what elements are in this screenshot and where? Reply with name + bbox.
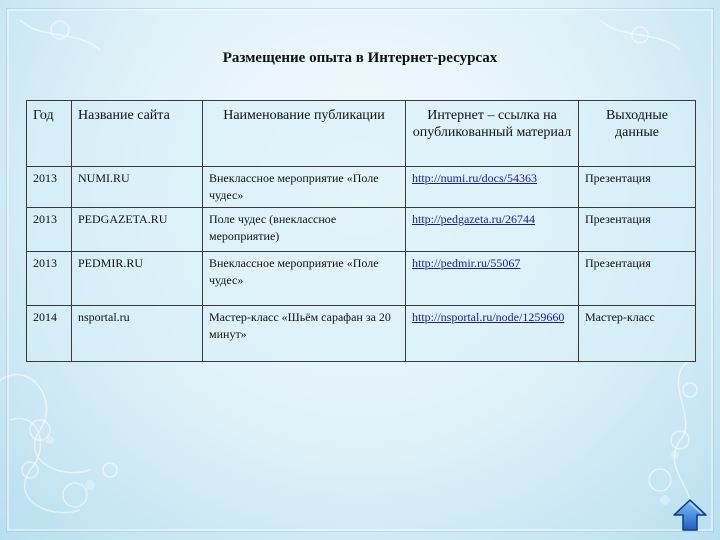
header-site: Название сайта: [72, 101, 203, 167]
cell-site: NUMI.RU: [72, 167, 203, 208]
publication-link[interactable]: http://nsportal.ru/node/1259660: [412, 310, 565, 324]
cell-year: 2013: [27, 252, 72, 306]
header-link: Интернет – ссылка на опубликованный материал: [406, 101, 579, 167]
table-row: [27, 252, 696, 306]
cell-site: PEDGAZETA.RU: [72, 208, 203, 252]
cell-publication: Внеклассное мероприятие «Поле чудес»: [203, 252, 406, 306]
page-title: Размещение опыта в Интернет-ресурсах: [222, 50, 498, 66]
cell-output: Презентация: [579, 167, 696, 208]
nav-up-button[interactable]: [672, 498, 708, 532]
cell-output: Презентация: [579, 208, 696, 252]
table-row: [27, 208, 696, 252]
table-row: [27, 167, 696, 208]
publication-link[interactable]: http://pedgazeta.ru/26744: [412, 212, 535, 226]
header-output: Выходные данные: [579, 101, 696, 167]
publications-table: [26, 100, 696, 362]
cell-link: [406, 208, 579, 252]
table-header-row: [27, 101, 696, 167]
header-publication: Наименование публикации: [203, 101, 406, 167]
publication-link[interactable]: http://pedmir.ru/55067: [412, 256, 521, 270]
table-row: [27, 306, 696, 362]
cell-output: Мастер-класс: [579, 306, 696, 362]
cell-link: [406, 252, 579, 306]
up-arrow-icon: [672, 498, 708, 532]
cell-year: 2014: [27, 306, 72, 362]
cell-publication: Мастер-класс «Шьём сарафан за 20 минут»: [203, 306, 406, 362]
cell-year: 2013: [27, 167, 72, 208]
cell-link: [406, 306, 579, 362]
cell-year: 2013: [27, 208, 72, 252]
cell-publication: Поле чудес (внеклассное мероприятие): [203, 208, 406, 252]
cell-output: Презентация: [579, 252, 696, 306]
cell-site: PEDMIR.RU: [72, 252, 203, 306]
cell-site: nsportal.ru: [72, 306, 203, 362]
cell-publication: Внеклассное мероприятие «Поле чудес»: [203, 167, 406, 208]
cell-link: [406, 167, 579, 208]
publication-link[interactable]: http://numi.ru/docs/54363: [412, 171, 537, 185]
header-year: Год: [27, 101, 72, 167]
